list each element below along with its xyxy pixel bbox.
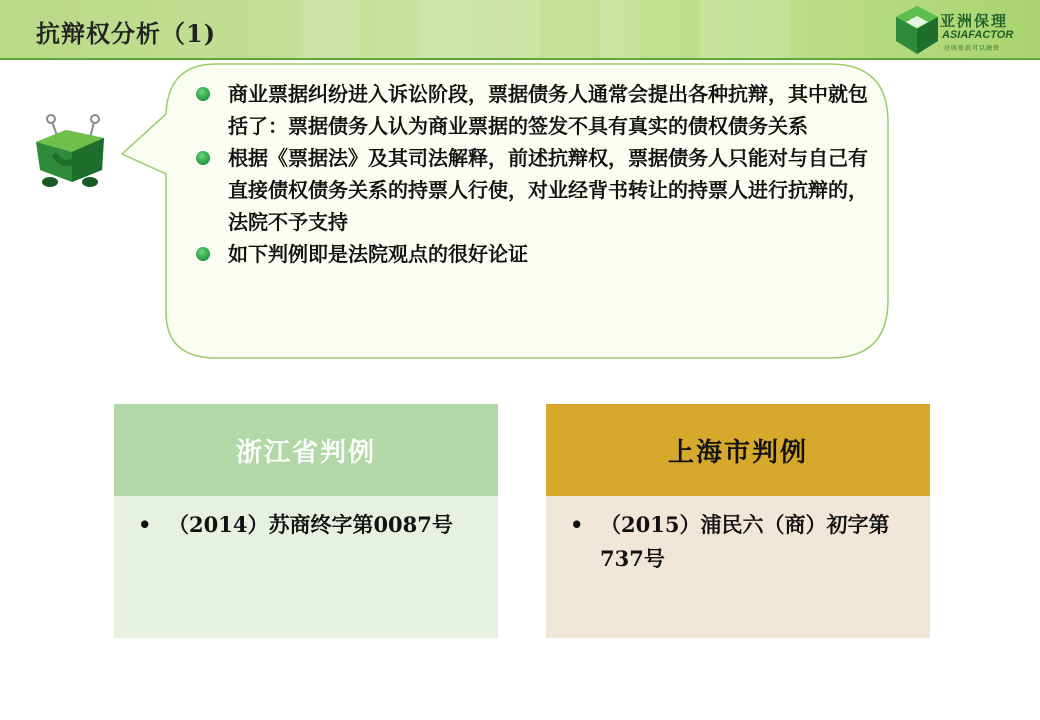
green-bullet-icon xyxy=(196,151,210,165)
zhejiang-case-heading: 浙江省判例 xyxy=(114,404,498,496)
list-item xyxy=(192,238,882,270)
case-bullet: • xyxy=(570,512,584,537)
list-item xyxy=(192,78,882,142)
list-item xyxy=(192,142,882,238)
header-stripe xyxy=(600,0,640,60)
green-bullet-icon xyxy=(196,247,210,261)
asiafactor-logo-icon xyxy=(892,4,1040,58)
shanghai-case-body xyxy=(546,496,930,638)
case-item xyxy=(128,508,482,542)
green-bullet-icon xyxy=(196,87,210,101)
header-stripe xyxy=(300,0,360,60)
shanghai-case-heading: 上海市判例 xyxy=(546,404,930,496)
case-bullet: • xyxy=(138,512,152,537)
mascot-icon xyxy=(32,108,112,190)
header-stripe xyxy=(700,0,790,60)
logo-english: ASIAFACTOR xyxy=(942,29,1014,41)
case-number: （2015）浦民六（商）初字第737号 xyxy=(600,512,890,571)
zhejiang-case-body xyxy=(114,496,498,638)
logo-name: 亚洲保理 xyxy=(940,13,1009,30)
bullet-text: 如下判例即是法院观点的很好论证 xyxy=(228,242,528,266)
bullet-text: 根据《票据法》及其司法解释，前述抗辩权，票据债务人只能对与自己有直接债权债务关系的持票人行使，对业经背书转让的持票人进行抗辩的，法院不予支持 xyxy=(228,146,868,234)
logo-tagline: 应收账款可以融资 xyxy=(944,46,1001,52)
bullet-list xyxy=(192,78,882,270)
header-stripe xyxy=(420,0,540,60)
case-number: （2014）苏商终字第0087号 xyxy=(168,512,453,537)
case-item xyxy=(560,508,914,576)
page-title: 抗辩权分析（1) xyxy=(36,19,217,48)
bullet-text: 商业票据纠纷进入诉讼阶段，票据债务人通常会提出各种抗辩，其中就包括了：票据债务人认为商业票据的签发不具有真实的债权债务关系 xyxy=(228,82,868,138)
header-bar xyxy=(0,0,1040,60)
